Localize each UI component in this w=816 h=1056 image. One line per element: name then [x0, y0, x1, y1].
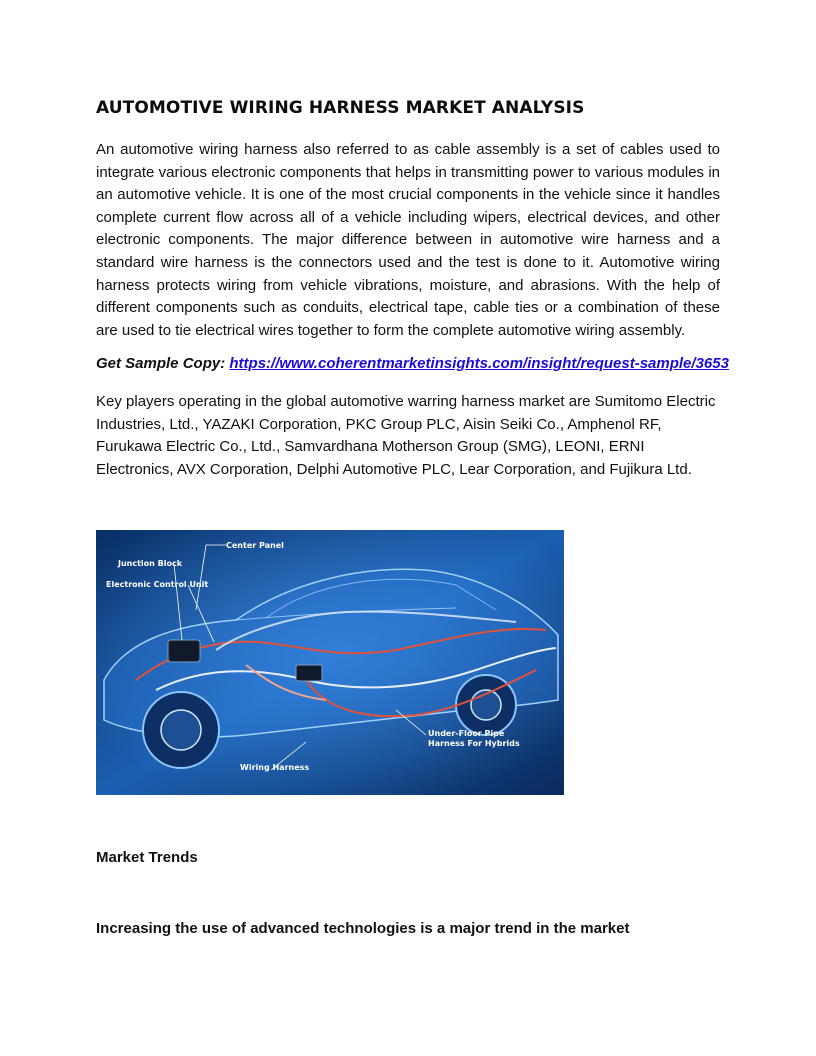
- label-junction-block: Junction Block: [118, 559, 183, 568]
- control-unit-box: [296, 665, 322, 681]
- market-trends-heading: Market Trends: [96, 849, 198, 866]
- label-wiring-harness: Wiring Harness: [240, 763, 310, 772]
- label-ecu: Electronic Control Unit: [106, 580, 209, 589]
- wiring-harness-figure: [96, 530, 564, 795]
- front-wheel: [143, 692, 219, 768]
- label-underfloor-1: Under-Floor Pipe: [428, 729, 505, 738]
- junction-block: [168, 640, 200, 662]
- sample-copy-label: Get Sample Copy:: [96, 355, 226, 372]
- label-underfloor-2: Harness For Hybrids: [428, 739, 520, 748]
- document-title: AUTOMOTIVE WIRING HARNESS MARKET ANALYSIS: [96, 98, 585, 118]
- trend-heading: Increasing the use of advanced technologies is a major trend in the market: [96, 920, 630, 937]
- intro-paragraph: An automotive wiring harness also referred to as cable assembly is a set of cables used to integrate various electronic components that helps in transmitting power to various modules in an automotive vehicle. It is one of the most crucial components in the vehicle since it handles complete current flow across all of a vehicle including wipers, electrical devices, and other electronic components. The major difference between in automotive wire harness and a standard wire harness is the connectors used and the test is done to it. Automotive wiring harness protects wiring from vehicle vibrations, moisture, and abrasions. With the help of different components such as conduits, electrical tape, cable ties or a combination of these are used to tie electrical wires together to form the complete automotive wiring assembly.: [96, 141, 720, 339]
- sample-copy-line: [96, 355, 729, 372]
- label-center-panel: Center Panel: [226, 541, 284, 550]
- car-wiring-illustration: [96, 530, 564, 795]
- key-players-paragraph: Key players operating in the global automotive warring harness market are Sumitomo Electric Industries, Ltd., YAZAKI Corporation, PKC Group PLC, Aisin Seiki Co., Amphenol RF, Furukawa Electric Co., Ltd., Samvardhana Motherson Group (SMG), LEONI, ERNI Electronics, AVX Corporation, Delphi Automotive PLC, Lear Corporation, and Fujikura Ltd.: [96, 393, 716, 478]
- document-page: [96, 0, 729, 1056]
- sample-copy-link[interactable]: https://www.coherentmarketinsights.com/insight/request-sample/3653: [229, 355, 729, 372]
